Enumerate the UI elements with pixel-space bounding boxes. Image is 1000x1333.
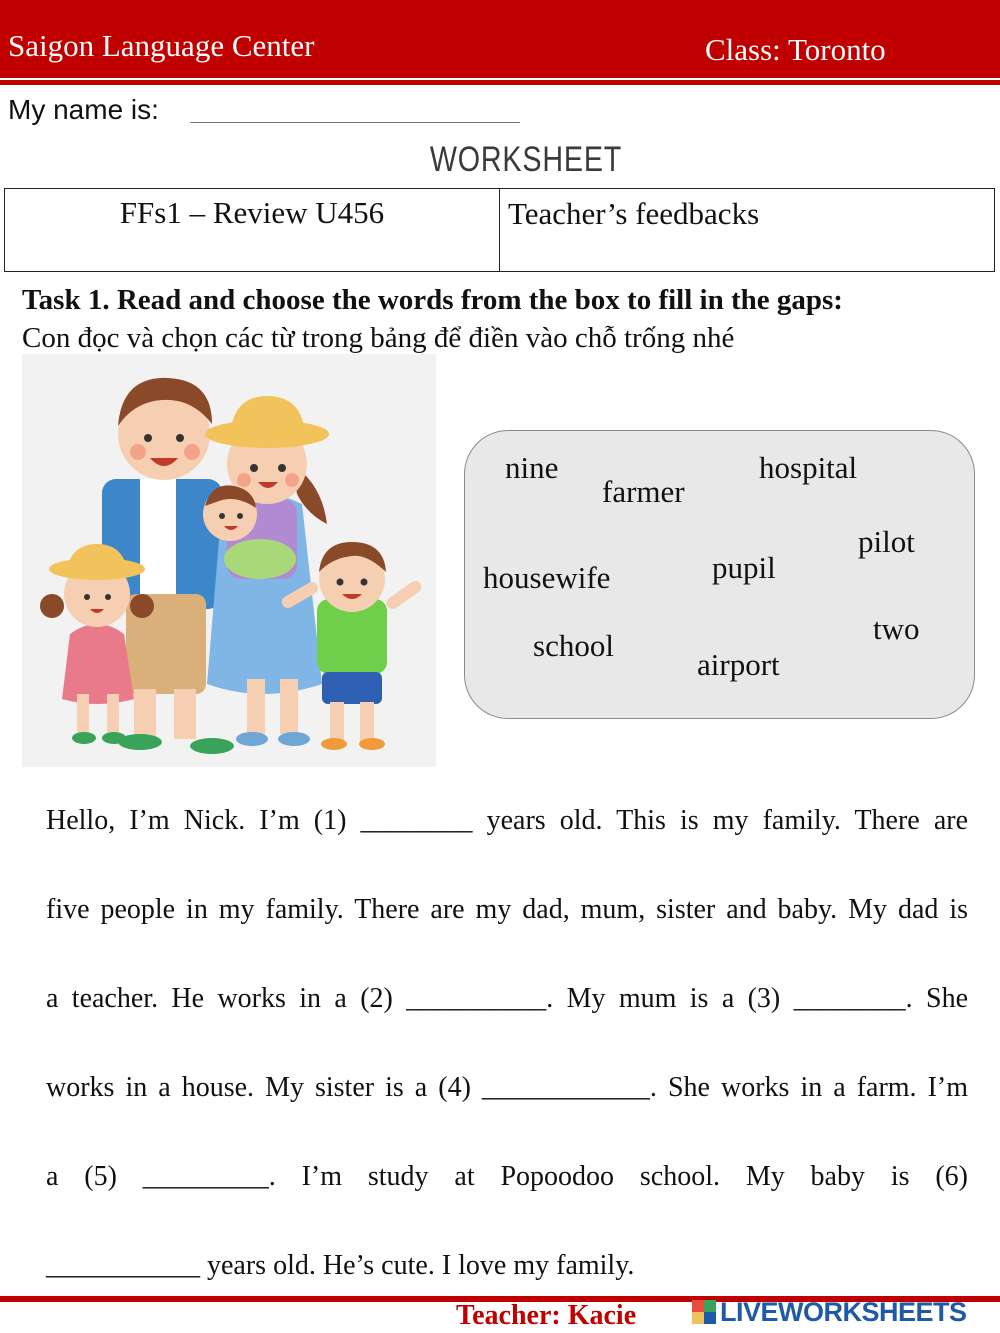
brand-text: LIVEWORKSHEETS [720, 1296, 967, 1327]
word-housewife[interactable]: housewife [483, 560, 611, 595]
passage-line-4: works in a house. My sister is a (4) ____________. She works in a farm. I’m [46, 1072, 968, 1103]
family-illustration [22, 354, 436, 767]
passage-line-5: a (5) _________. I’m study at Popoodoo school. My baby is (6) [46, 1161, 968, 1192]
word-school[interactable]: school [533, 628, 614, 663]
family-illustration-svg [22, 354, 436, 767]
passage-line-3: a teacher. He works in a (2) __________. My mum is a (3) ________. She [46, 983, 968, 1014]
word-pupil[interactable]: pupil [712, 550, 776, 585]
header-divider [0, 80, 1000, 85]
passage-line-2: five people in my family. There are my dad, mum, sister and baby. My dad is [46, 894, 968, 925]
passage-line-1: Hello, I’m Nick. I’m (1) ________ years old. This is my family. There are [46, 805, 968, 836]
worksheet-title: WORKSHEET [429, 140, 623, 179]
class-name: Class: Toronto [705, 32, 886, 67]
passage-line-6: ___________ years old. He’s cute. I love my family. [46, 1250, 635, 1281]
word-hospital[interactable]: hospital [759, 450, 858, 485]
liveworksheets-logo-icon [692, 1300, 716, 1324]
liveworksheets-brand[interactable] [692, 1296, 967, 1328]
word-farmer[interactable]: farmer [602, 474, 685, 509]
feedback-cell: Teacher’s feedbacks [499, 188, 995, 272]
center-name: Saigon Language Center [8, 28, 315, 63]
word-nine[interactable]: nine [505, 450, 559, 485]
task-title: Task 1. Read and choose the words from the box to fill in the gaps: [22, 284, 843, 316]
task-subtitle: Con đọc và chọn các từ trong bảng để điền vào chỗ trống nhé [22, 322, 735, 354]
word-two[interactable]: two [873, 611, 920, 646]
word-pilot[interactable]: pilot [858, 524, 915, 559]
teacher-name: Teacher: Kacie [456, 1300, 637, 1331]
name-input-line[interactable] [190, 122, 520, 123]
word-airport[interactable]: airport [697, 647, 780, 682]
unit-cell: FFs1 – Review U456 [4, 188, 500, 272]
name-label: My name is: [8, 94, 159, 125]
